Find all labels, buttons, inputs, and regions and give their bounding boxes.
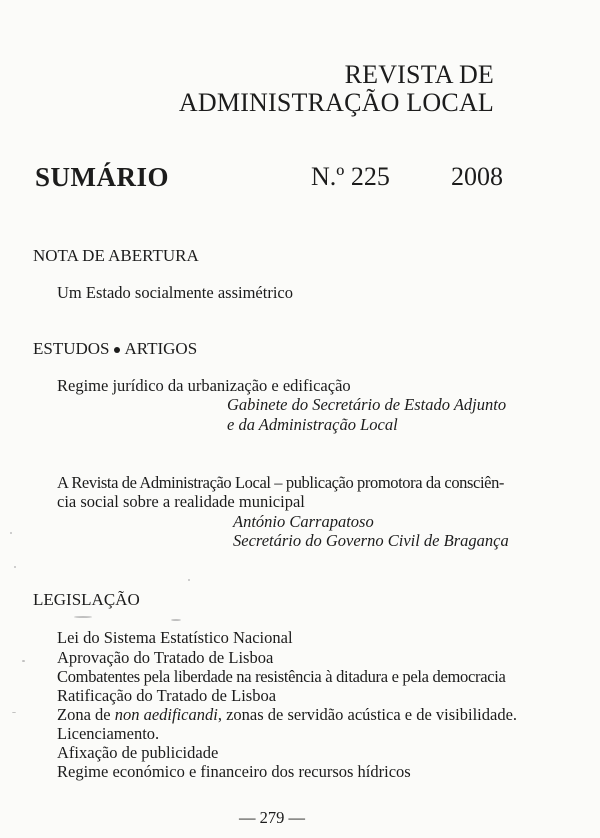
legislation-item: Combatentes pela liberdade na resistência à ditadura e pela democracia — [57, 667, 506, 686]
page-number: — 279 — — [239, 808, 305, 827]
article-2-title-line2: cia social sobre a realidade municipal — [57, 492, 305, 511]
legislation-item: Licenciamento. — [57, 724, 160, 743]
zona-suffix: , zonas de servidão acústica e de visibilidade. — [217, 705, 518, 724]
scan-speck — [12, 712, 16, 713]
section-heading-nota: NOTA DE ABERTURA — [33, 246, 199, 265]
article-2-author-line2: Secretário do Governo Civil de Bragança — [233, 531, 509, 550]
scan-speck — [74, 616, 92, 618]
nota-item: Um Estado socialmente assimétrico — [57, 283, 293, 302]
legislation-item — [57, 705, 517, 725]
scan-speck — [171, 619, 181, 621]
artigos-label: ARTIGOS — [124, 339, 198, 358]
section-heading-legislacao: LEGISLAÇÃO — [33, 590, 140, 609]
contents-title: SUMÁRIO — [35, 162, 170, 192]
article-1-title: Regime jurídico da urbanização e edificação — [57, 376, 351, 395]
legislation-item: Lei do Sistema Estatístico Nacional — [57, 628, 293, 647]
article-1-author-line1: Gabinete do Secretário de Estado Adjunto — [227, 395, 507, 414]
scan-speck — [10, 532, 12, 534]
issue-number: N.º 225 — [311, 162, 390, 191]
estudos-label: ESTUDOS — [33, 339, 110, 358]
scan-speck — [188, 579, 190, 581]
legislation-item: Regime económico e financeiro dos recursos hídricos — [57, 762, 411, 781]
legislation-item: Afixação de publicidade — [57, 743, 219, 762]
section-heading-estudos — [33, 339, 197, 359]
issue-year: 2008 — [451, 162, 503, 191]
bullet-icon — [114, 347, 120, 353]
article-2-author-line1: António Carrapatoso — [233, 512, 374, 531]
legislation-item: Aprovação do Tratado de Lisboa — [57, 648, 274, 667]
zona-latin-term: non aedificandi — [114, 705, 218, 724]
article-1-author-line2: e da Administração Local — [227, 415, 398, 434]
scan-speck — [14, 566, 16, 568]
legislation-item: Ratificação do Tratado de Lisboa — [57, 686, 277, 705]
scan-speck — [22, 660, 25, 662]
article-2-title-line1: A Revista de Administração Local – publicação promotora da consciên- — [57, 473, 505, 492]
journal-title-line1: REVISTA DE — [344, 60, 494, 89]
zona-prefix: Zona de — [57, 705, 115, 724]
journal-title-line2: ADMINISTRAÇÃO LOCAL — [178, 88, 494, 117]
